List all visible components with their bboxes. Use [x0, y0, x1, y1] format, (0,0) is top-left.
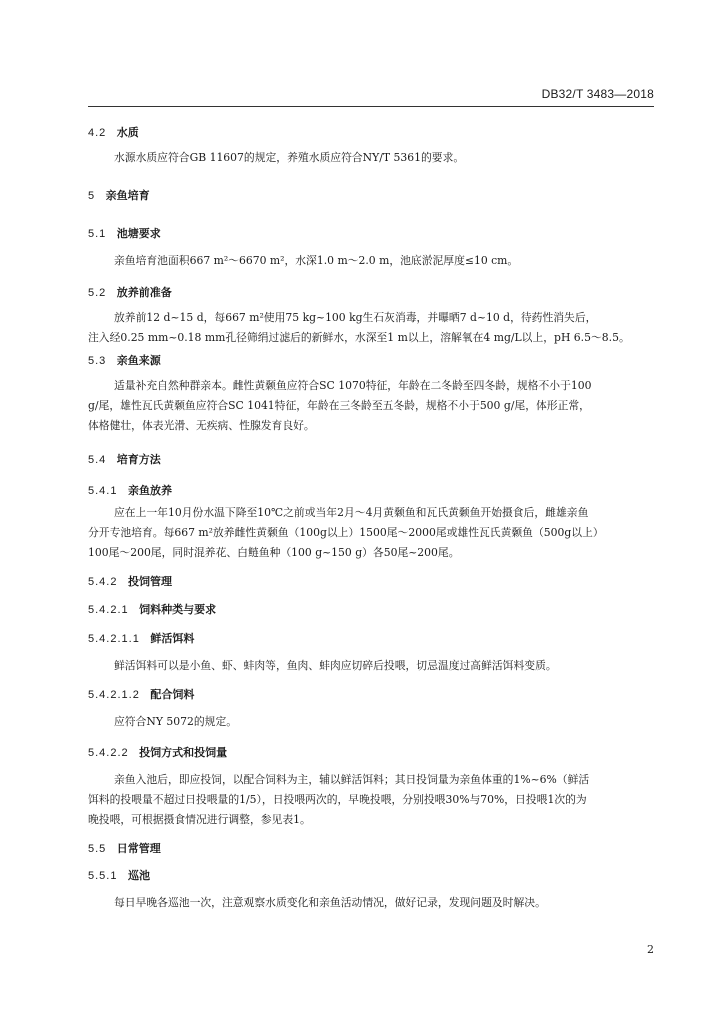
paragraph — [88, 770, 658, 830]
section-heading — [88, 482, 172, 498]
section-heading — [88, 124, 139, 140]
section-number: 5.4.2.1.1 — [88, 633, 140, 645]
section-title: 投饲管理 — [127, 575, 172, 588]
section-heading — [88, 630, 194, 646]
paragraph-line: 分开专池培育。每667 m²放养雌性黄颡鱼（100g以上）1500尾～2000尾或雄性瓦氏黄颡鱼（500g以上） — [88, 526, 604, 539]
paragraph — [88, 308, 658, 348]
section-number: 5.3 — [88, 355, 107, 367]
paragraph — [88, 656, 658, 676]
section-heading — [88, 451, 161, 467]
section-number: 4.2 — [88, 127, 107, 139]
section-heading — [88, 840, 161, 856]
section-number: 5.4.2.1.2 — [88, 689, 140, 701]
section-heading — [88, 867, 150, 883]
section-title: 日常管理 — [116, 842, 161, 855]
section-number: 5 — [88, 190, 96, 202]
section-number: 5.4 — [88, 454, 107, 466]
section-number: 5.4.2.1 — [88, 604, 129, 616]
paragraph-line: 亲鱼入池后，即应投饲，以配合饲料为主，辅以鲜活饵料；其日投饲量为亲鱼体重的1%~6%（鲜活 — [114, 773, 590, 786]
paragraph-line: g/尾，雄性瓦氏黄颡鱼应符合SC 1041特征，年龄在三冬龄至五冬龄，规格不小于500 g/尾，体形正常， — [88, 399, 590, 412]
section-title: 亲鱼放养 — [127, 484, 172, 497]
section-title: 投饲方式和投饲量 — [139, 746, 228, 759]
paragraph-line: 注入经0.25 mm~0.18 mm孔径筛绢过滤后的新鲜水，水深至1 m以上，溶解氧在4 mg/L以上，pH 6.5～8.5。 — [88, 331, 630, 344]
paragraph — [88, 148, 658, 168]
paragraph-line: 适量补充自然种群亲本。雌性黄颡鱼应符合SC 1070特征，年龄在二冬龄至四冬龄，规格不小于100 — [114, 379, 592, 392]
section-heading — [88, 284, 172, 300]
section-title: 池塘要求 — [116, 227, 161, 240]
paragraph — [88, 251, 658, 271]
section-number: 5.1 — [88, 228, 107, 240]
standard-code: DB32/T 3483—2018 — [541, 87, 654, 101]
paragraph — [88, 376, 658, 436]
section-heading — [88, 601, 216, 617]
paragraph — [88, 893, 658, 913]
section-title: 放养前准备 — [116, 286, 172, 299]
header-rule — [88, 106, 654, 107]
section-title: 巡池 — [127, 869, 150, 882]
paragraph-line: 应符合NY 5072的规定。 — [114, 715, 238, 728]
paragraph-line: 晚投喂，可根据摄食情况进行调整，参见表1。 — [88, 813, 311, 826]
paragraph-line: 饵料的投喂量不超过日投喂量的1/5），日投喂两次的，早晚投喂，分别投喂30%与70%，日投喂1次的为 — [88, 793, 587, 806]
section-heading — [88, 573, 172, 589]
paragraph-line: 水源水质应符合GB 11607的规定，养殖水质应符合NY/T 5361的要求。 — [114, 151, 465, 164]
paragraph-line: 体格健壮，体表光滑、无疾病、性腺发育良好。 — [88, 419, 315, 432]
paragraph-line: 鲜活饵料可以是小鱼、虾、蚌肉等，鱼肉、蚌肉应切碎后投喂，切忌温度过高鲜活饵料变质。 — [114, 659, 557, 672]
paragraph-line: 100尾～200尾，同时混养花、白鲢鱼种（100 g~150 g）各50尾~200尾。 — [88, 546, 460, 559]
paragraph — [88, 712, 658, 732]
section-number: 5.2 — [88, 287, 107, 299]
section-title: 亲鱼来源 — [116, 354, 161, 367]
section-title: 配合饲料 — [150, 688, 195, 701]
page-header — [0, 87, 724, 107]
paragraph — [88, 503, 658, 563]
section-title: 亲鱼培育 — [105, 189, 150, 202]
section-number: 5.4.1 — [88, 485, 118, 497]
section-number: 5.5.1 — [88, 870, 118, 882]
paragraph-line: 应在上一年10月份水温下降至10℃之前或当年2月～4月黄颡鱼和瓦氏黄颡鱼开始摄食后，雌雄亲鱼 — [114, 506, 589, 519]
paragraph-line: 每日早晚各巡池一次，注意观察水质变化和亲鱼活动情况，做好记录，发现问题及时解决。 — [114, 896, 546, 909]
section-heading — [88, 744, 227, 760]
section-heading — [88, 352, 161, 368]
section-heading — [88, 686, 194, 702]
section-heading — [88, 225, 161, 241]
section-title: 水质 — [116, 126, 139, 139]
section-heading — [88, 187, 150, 203]
section-number: 5.4.2.2 — [88, 747, 129, 759]
paragraph-line: 放养前12 d~15 d，每667 m²使用75 kg~100 kg生石灰消毒，并曝晒7 d~10 d，待药性消失后， — [114, 311, 597, 324]
section-title: 鲜活饵料 — [150, 632, 195, 645]
section-number: 5.5 — [88, 843, 107, 855]
section-title: 培育方法 — [116, 453, 161, 466]
section-title: 饲料种类与要求 — [139, 603, 217, 616]
section-number: 5.4.2 — [88, 576, 118, 588]
page-number: 2 — [647, 943, 654, 956]
paragraph-line: 亲鱼培育池面积667 m²～6670 m²，水深1.0 m～2.0 m，池底淤泥厚度≤10 cm。 — [114, 254, 519, 267]
